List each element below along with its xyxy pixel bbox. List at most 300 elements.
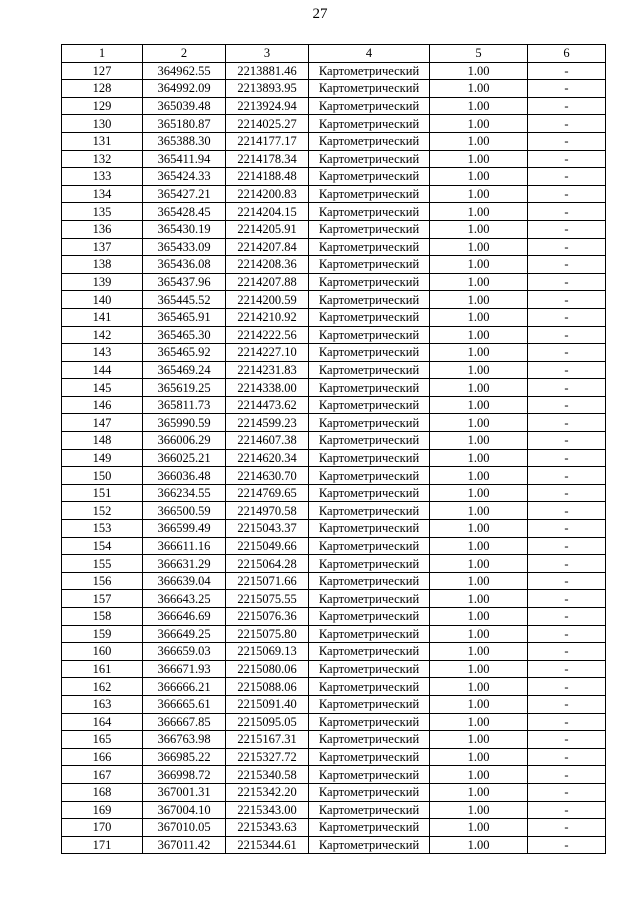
method-cell: Картометрический <box>309 643 430 661</box>
y-coordinate-cell: 2213893.95 <box>226 80 309 98</box>
point-number-cell: 142 <box>62 326 143 344</box>
x-coordinate-cell: 365811.73 <box>143 396 226 414</box>
method-cell: Картометрический <box>309 168 430 186</box>
x-coordinate-cell: 365445.52 <box>143 291 226 309</box>
point-number-cell: 131 <box>62 132 143 150</box>
y-coordinate-cell: 2214630.70 <box>226 467 309 485</box>
y-coordinate-cell: 2214473.62 <box>226 396 309 414</box>
point-number-cell: 153 <box>62 520 143 538</box>
x-coordinate-cell: 366649.25 <box>143 625 226 643</box>
point-number-cell: 147 <box>62 414 143 432</box>
method-cell: Картометрический <box>309 97 430 115</box>
x-coordinate-cell: 366234.55 <box>143 484 226 502</box>
description-cell: - <box>528 168 606 186</box>
description-cell: - <box>528 520 606 538</box>
table-row <box>62 432 606 450</box>
table-row <box>62 185 606 203</box>
y-coordinate-cell: 2214204.15 <box>226 203 309 221</box>
point-number-cell: 137 <box>62 238 143 256</box>
point-number-cell: 169 <box>62 801 143 819</box>
y-coordinate-cell: 2215095.05 <box>226 713 309 731</box>
table-row <box>62 449 606 467</box>
table-row <box>62 572 606 590</box>
accuracy-cell: 1.00 <box>430 555 528 573</box>
y-coordinate-cell: 2215343.63 <box>226 819 309 837</box>
point-number-cell: 128 <box>62 80 143 98</box>
method-cell: Картометрический <box>309 555 430 573</box>
x-coordinate-cell: 365465.91 <box>143 308 226 326</box>
method-cell: Картометрический <box>309 502 430 520</box>
description-cell: - <box>528 836 606 854</box>
x-coordinate-cell: 365437.96 <box>143 273 226 291</box>
accuracy-cell: 1.00 <box>430 308 528 326</box>
method-cell: Картометрический <box>309 432 430 450</box>
column-header: 3 <box>226 45 309 63</box>
y-coordinate-cell: 2214231.83 <box>226 361 309 379</box>
description-cell: - <box>528 572 606 590</box>
method-cell: Картометрический <box>309 150 430 168</box>
y-coordinate-cell: 2215075.55 <box>226 590 309 608</box>
method-cell: Картометрический <box>309 819 430 837</box>
table-row <box>62 168 606 186</box>
point-number-cell: 154 <box>62 537 143 555</box>
accuracy-cell: 1.00 <box>430 748 528 766</box>
y-coordinate-cell: 2215064.28 <box>226 555 309 573</box>
point-number-cell: 127 <box>62 62 143 80</box>
point-number-cell: 141 <box>62 308 143 326</box>
accuracy-cell: 1.00 <box>430 801 528 819</box>
y-coordinate-cell: 2214210.92 <box>226 308 309 326</box>
y-coordinate-cell: 2215167.31 <box>226 731 309 749</box>
description-cell: - <box>528 713 606 731</box>
point-number-cell: 171 <box>62 836 143 854</box>
table-row <box>62 695 606 713</box>
description-cell: - <box>528 80 606 98</box>
accuracy-cell: 1.00 <box>430 467 528 485</box>
description-cell: - <box>528 467 606 485</box>
accuracy-cell: 1.00 <box>430 643 528 661</box>
point-number-cell: 148 <box>62 432 143 450</box>
accuracy-cell: 1.00 <box>430 766 528 784</box>
method-cell: Картометрический <box>309 291 430 309</box>
accuracy-cell: 1.00 <box>430 502 528 520</box>
coordinates-table <box>61 44 606 854</box>
point-number-cell: 157 <box>62 590 143 608</box>
method-cell: Картометрический <box>309 537 430 555</box>
point-number-cell: 129 <box>62 97 143 115</box>
x-coordinate-cell: 365424.33 <box>143 168 226 186</box>
table-row <box>62 326 606 344</box>
y-coordinate-cell: 2214769.65 <box>226 484 309 502</box>
method-cell: Картометрический <box>309 449 430 467</box>
method-cell: Картометрический <box>309 748 430 766</box>
table-row <box>62 291 606 309</box>
x-coordinate-cell: 365436.08 <box>143 256 226 274</box>
x-coordinate-cell: 366006.29 <box>143 432 226 450</box>
description-cell: - <box>528 220 606 238</box>
y-coordinate-cell: 2214177.17 <box>226 132 309 150</box>
table-row <box>62 97 606 115</box>
accuracy-cell: 1.00 <box>430 520 528 538</box>
accuracy-cell: 1.00 <box>430 361 528 379</box>
x-coordinate-cell: 364962.55 <box>143 62 226 80</box>
accuracy-cell: 1.00 <box>430 220 528 238</box>
accuracy-cell: 1.00 <box>430 238 528 256</box>
table-row <box>62 801 606 819</box>
x-coordinate-cell: 365990.59 <box>143 414 226 432</box>
accuracy-cell: 1.00 <box>430 660 528 678</box>
accuracy-cell: 1.00 <box>430 572 528 590</box>
description-cell: - <box>528 783 606 801</box>
y-coordinate-cell: 2215344.61 <box>226 836 309 854</box>
description-cell: - <box>528 361 606 379</box>
method-cell: Картометрический <box>309 308 430 326</box>
table-row <box>62 80 606 98</box>
table-row <box>62 203 606 221</box>
method-cell: Картометрический <box>309 520 430 538</box>
method-cell: Картометрический <box>309 379 430 397</box>
x-coordinate-cell: 365388.30 <box>143 132 226 150</box>
accuracy-cell: 1.00 <box>430 449 528 467</box>
point-number-cell: 136 <box>62 220 143 238</box>
y-coordinate-cell: 2214207.84 <box>226 238 309 256</box>
x-coordinate-cell: 366025.21 <box>143 449 226 467</box>
method-cell: Картометрический <box>309 115 430 133</box>
method-cell: Картометрический <box>309 625 430 643</box>
method-cell: Картометрический <box>309 467 430 485</box>
table-row <box>62 62 606 80</box>
point-number-cell: 162 <box>62 678 143 696</box>
table-body <box>62 62 606 854</box>
description-cell: - <box>528 396 606 414</box>
description-cell: - <box>528 414 606 432</box>
table-row <box>62 537 606 555</box>
point-number-cell: 150 <box>62 467 143 485</box>
table-row <box>62 238 606 256</box>
description-cell: - <box>528 801 606 819</box>
point-number-cell: 167 <box>62 766 143 784</box>
accuracy-cell: 1.00 <box>430 326 528 344</box>
x-coordinate-cell: 366631.29 <box>143 555 226 573</box>
y-coordinate-cell: 2215091.40 <box>226 695 309 713</box>
accuracy-cell: 1.00 <box>430 273 528 291</box>
method-cell: Картометрический <box>309 238 430 256</box>
table-row <box>62 361 606 379</box>
point-number-cell: 140 <box>62 291 143 309</box>
accuracy-cell: 1.00 <box>430 432 528 450</box>
method-cell: Картометрический <box>309 731 430 749</box>
accuracy-cell: 1.00 <box>430 62 528 80</box>
x-coordinate-cell: 367010.05 <box>143 819 226 837</box>
x-coordinate-cell: 365465.30 <box>143 326 226 344</box>
y-coordinate-cell: 2214207.88 <box>226 273 309 291</box>
x-coordinate-cell: 367004.10 <box>143 801 226 819</box>
table-row <box>62 678 606 696</box>
method-cell: Картометрический <box>309 80 430 98</box>
accuracy-cell: 1.00 <box>430 713 528 731</box>
table-row <box>62 748 606 766</box>
description-cell: - <box>528 326 606 344</box>
table-row <box>62 220 606 238</box>
table-row <box>62 273 606 291</box>
accuracy-cell: 1.00 <box>430 783 528 801</box>
y-coordinate-cell: 2213881.46 <box>226 62 309 80</box>
description-cell: - <box>528 537 606 555</box>
table-row <box>62 836 606 854</box>
x-coordinate-cell: 365411.94 <box>143 150 226 168</box>
x-coordinate-cell: 366665.61 <box>143 695 226 713</box>
point-number-cell: 133 <box>62 168 143 186</box>
point-number-cell: 170 <box>62 819 143 837</box>
table-row <box>62 308 606 326</box>
description-cell: - <box>528 766 606 784</box>
description-cell: - <box>528 62 606 80</box>
accuracy-cell: 1.00 <box>430 203 528 221</box>
accuracy-cell: 1.00 <box>430 678 528 696</box>
point-number-cell: 130 <box>62 115 143 133</box>
x-coordinate-cell: 366985.22 <box>143 748 226 766</box>
accuracy-cell: 1.00 <box>430 414 528 432</box>
x-coordinate-cell: 366998.72 <box>143 766 226 784</box>
point-number-cell: 152 <box>62 502 143 520</box>
table-row <box>62 713 606 731</box>
x-coordinate-cell: 366599.49 <box>143 520 226 538</box>
point-number-cell: 138 <box>62 256 143 274</box>
description-cell: - <box>528 115 606 133</box>
x-coordinate-cell: 365430.19 <box>143 220 226 238</box>
column-header: 4 <box>309 45 430 63</box>
description-cell: - <box>528 625 606 643</box>
point-number-cell: 159 <box>62 625 143 643</box>
table-row <box>62 590 606 608</box>
description-cell: - <box>528 502 606 520</box>
method-cell: Картометрический <box>309 695 430 713</box>
table-row <box>62 379 606 397</box>
point-number-cell: 149 <box>62 449 143 467</box>
y-coordinate-cell: 2215069.13 <box>226 643 309 661</box>
method-cell: Картометрический <box>309 783 430 801</box>
accuracy-cell: 1.00 <box>430 379 528 397</box>
point-number-cell: 155 <box>62 555 143 573</box>
accuracy-cell: 1.00 <box>430 97 528 115</box>
x-coordinate-cell: 367011.42 <box>143 836 226 854</box>
description-cell: - <box>528 484 606 502</box>
accuracy-cell: 1.00 <box>430 836 528 854</box>
method-cell: Картометрический <box>309 660 430 678</box>
x-coordinate-cell: 366639.04 <box>143 572 226 590</box>
y-coordinate-cell: 2214227.10 <box>226 344 309 362</box>
method-cell: Картометрический <box>309 572 430 590</box>
description-cell: - <box>528 660 606 678</box>
accuracy-cell: 1.00 <box>430 80 528 98</box>
point-number-cell: 165 <box>62 731 143 749</box>
description-cell: - <box>528 379 606 397</box>
method-cell: Картометрический <box>309 608 430 626</box>
accuracy-cell: 1.00 <box>430 115 528 133</box>
table-row <box>62 467 606 485</box>
accuracy-cell: 1.00 <box>430 819 528 837</box>
method-cell: Картометрический <box>309 361 430 379</box>
point-number-cell: 166 <box>62 748 143 766</box>
x-coordinate-cell: 365180.87 <box>143 115 226 133</box>
point-number-cell: 145 <box>62 379 143 397</box>
description-cell: - <box>528 432 606 450</box>
y-coordinate-cell: 2215080.06 <box>226 660 309 678</box>
table-row <box>62 731 606 749</box>
y-coordinate-cell: 2215076.36 <box>226 608 309 626</box>
x-coordinate-cell: 365427.21 <box>143 185 226 203</box>
description-cell: - <box>528 132 606 150</box>
table-row <box>62 484 606 502</box>
description-cell: - <box>528 273 606 291</box>
description-cell: - <box>528 308 606 326</box>
method-cell: Картометрический <box>309 396 430 414</box>
column-header: 6 <box>528 45 606 63</box>
y-coordinate-cell: 2215049.66 <box>226 537 309 555</box>
accuracy-cell: 1.00 <box>430 291 528 309</box>
description-cell: - <box>528 256 606 274</box>
x-coordinate-cell: 364992.09 <box>143 80 226 98</box>
method-cell: Картометрический <box>309 256 430 274</box>
y-coordinate-cell: 2214970.58 <box>226 502 309 520</box>
column-header: 5 <box>430 45 528 63</box>
method-cell: Картометрический <box>309 344 430 362</box>
y-coordinate-cell: 2215075.80 <box>226 625 309 643</box>
point-number-cell: 158 <box>62 608 143 626</box>
point-number-cell: 151 <box>62 484 143 502</box>
table-row <box>62 502 606 520</box>
x-coordinate-cell: 365619.25 <box>143 379 226 397</box>
x-coordinate-cell: 365039.48 <box>143 97 226 115</box>
method-cell: Картометрический <box>309 801 430 819</box>
accuracy-cell: 1.00 <box>430 590 528 608</box>
table-row <box>62 819 606 837</box>
description-cell: - <box>528 238 606 256</box>
description-cell: - <box>528 748 606 766</box>
method-cell: Картометрический <box>309 484 430 502</box>
point-number-cell: 135 <box>62 203 143 221</box>
table-row <box>62 608 606 626</box>
x-coordinate-cell: 367001.31 <box>143 783 226 801</box>
y-coordinate-cell: 2214188.48 <box>226 168 309 186</box>
table-row <box>62 396 606 414</box>
point-number-cell: 143 <box>62 344 143 362</box>
page-number: 27 <box>312 6 328 22</box>
table-row <box>62 150 606 168</box>
y-coordinate-cell: 2214205.91 <box>226 220 309 238</box>
method-cell: Картометрический <box>309 414 430 432</box>
x-coordinate-cell: 366667.85 <box>143 713 226 731</box>
description-cell: - <box>528 643 606 661</box>
x-coordinate-cell: 366646.69 <box>143 608 226 626</box>
y-coordinate-cell: 2214025.27 <box>226 115 309 133</box>
point-number-cell: 163 <box>62 695 143 713</box>
description-cell: - <box>528 590 606 608</box>
table-row <box>62 555 606 573</box>
accuracy-cell: 1.00 <box>430 168 528 186</box>
y-coordinate-cell: 2215343.00 <box>226 801 309 819</box>
y-coordinate-cell: 2215327.72 <box>226 748 309 766</box>
x-coordinate-cell: 366671.93 <box>143 660 226 678</box>
x-coordinate-cell: 366500.59 <box>143 502 226 520</box>
accuracy-cell: 1.00 <box>430 256 528 274</box>
method-cell: Картометрический <box>309 766 430 784</box>
accuracy-cell: 1.00 <box>430 132 528 150</box>
y-coordinate-cell: 2214338.00 <box>226 379 309 397</box>
y-coordinate-cell: 2215043.37 <box>226 520 309 538</box>
accuracy-cell: 1.00 <box>430 185 528 203</box>
accuracy-cell: 1.00 <box>430 344 528 362</box>
method-cell: Картометрический <box>309 713 430 731</box>
description-cell: - <box>528 555 606 573</box>
point-number-cell: 144 <box>62 361 143 379</box>
description-cell: - <box>528 449 606 467</box>
accuracy-cell: 1.00 <box>430 608 528 626</box>
table-row <box>62 520 606 538</box>
method-cell: Картометрический <box>309 185 430 203</box>
method-cell: Картометрический <box>309 132 430 150</box>
accuracy-cell: 1.00 <box>430 150 528 168</box>
table-header-row <box>62 45 606 63</box>
description-cell: - <box>528 291 606 309</box>
table-row <box>62 344 606 362</box>
x-coordinate-cell: 366643.25 <box>143 590 226 608</box>
table-row <box>62 115 606 133</box>
table-row <box>62 132 606 150</box>
column-header: 1 <box>62 45 143 63</box>
point-number-cell: 156 <box>62 572 143 590</box>
x-coordinate-cell: 366036.48 <box>143 467 226 485</box>
accuracy-cell: 1.00 <box>430 695 528 713</box>
y-coordinate-cell: 2215340.58 <box>226 766 309 784</box>
table-row <box>62 256 606 274</box>
y-coordinate-cell: 2214200.83 <box>226 185 309 203</box>
x-coordinate-cell: 366611.16 <box>143 537 226 555</box>
y-coordinate-cell: 2214599.23 <box>226 414 309 432</box>
method-cell: Картометрический <box>309 220 430 238</box>
point-number-cell: 139 <box>62 273 143 291</box>
point-number-cell: 161 <box>62 660 143 678</box>
x-coordinate-cell: 366666.21 <box>143 678 226 696</box>
table-row <box>62 414 606 432</box>
accuracy-cell: 1.00 <box>430 396 528 414</box>
y-coordinate-cell: 2214200.59 <box>226 291 309 309</box>
y-coordinate-cell: 2215088.06 <box>226 678 309 696</box>
accuracy-cell: 1.00 <box>430 537 528 555</box>
table-row <box>62 625 606 643</box>
x-coordinate-cell: 366763.98 <box>143 731 226 749</box>
y-coordinate-cell: 2214222.56 <box>226 326 309 344</box>
method-cell: Картометрический <box>309 836 430 854</box>
accuracy-cell: 1.00 <box>430 731 528 749</box>
description-cell: - <box>528 344 606 362</box>
method-cell: Картометрический <box>309 203 430 221</box>
method-cell: Картометрический <box>309 62 430 80</box>
x-coordinate-cell: 365428.45 <box>143 203 226 221</box>
point-number-cell: 164 <box>62 713 143 731</box>
point-number-cell: 168 <box>62 783 143 801</box>
description-cell: - <box>528 819 606 837</box>
accuracy-cell: 1.00 <box>430 484 528 502</box>
y-coordinate-cell: 2213924.94 <box>226 97 309 115</box>
y-coordinate-cell: 2215071.66 <box>226 572 309 590</box>
point-number-cell: 160 <box>62 643 143 661</box>
point-number-cell: 132 <box>62 150 143 168</box>
method-cell: Картометрический <box>309 678 430 696</box>
y-coordinate-cell: 2214607.38 <box>226 432 309 450</box>
table-row <box>62 766 606 784</box>
description-cell: - <box>528 731 606 749</box>
